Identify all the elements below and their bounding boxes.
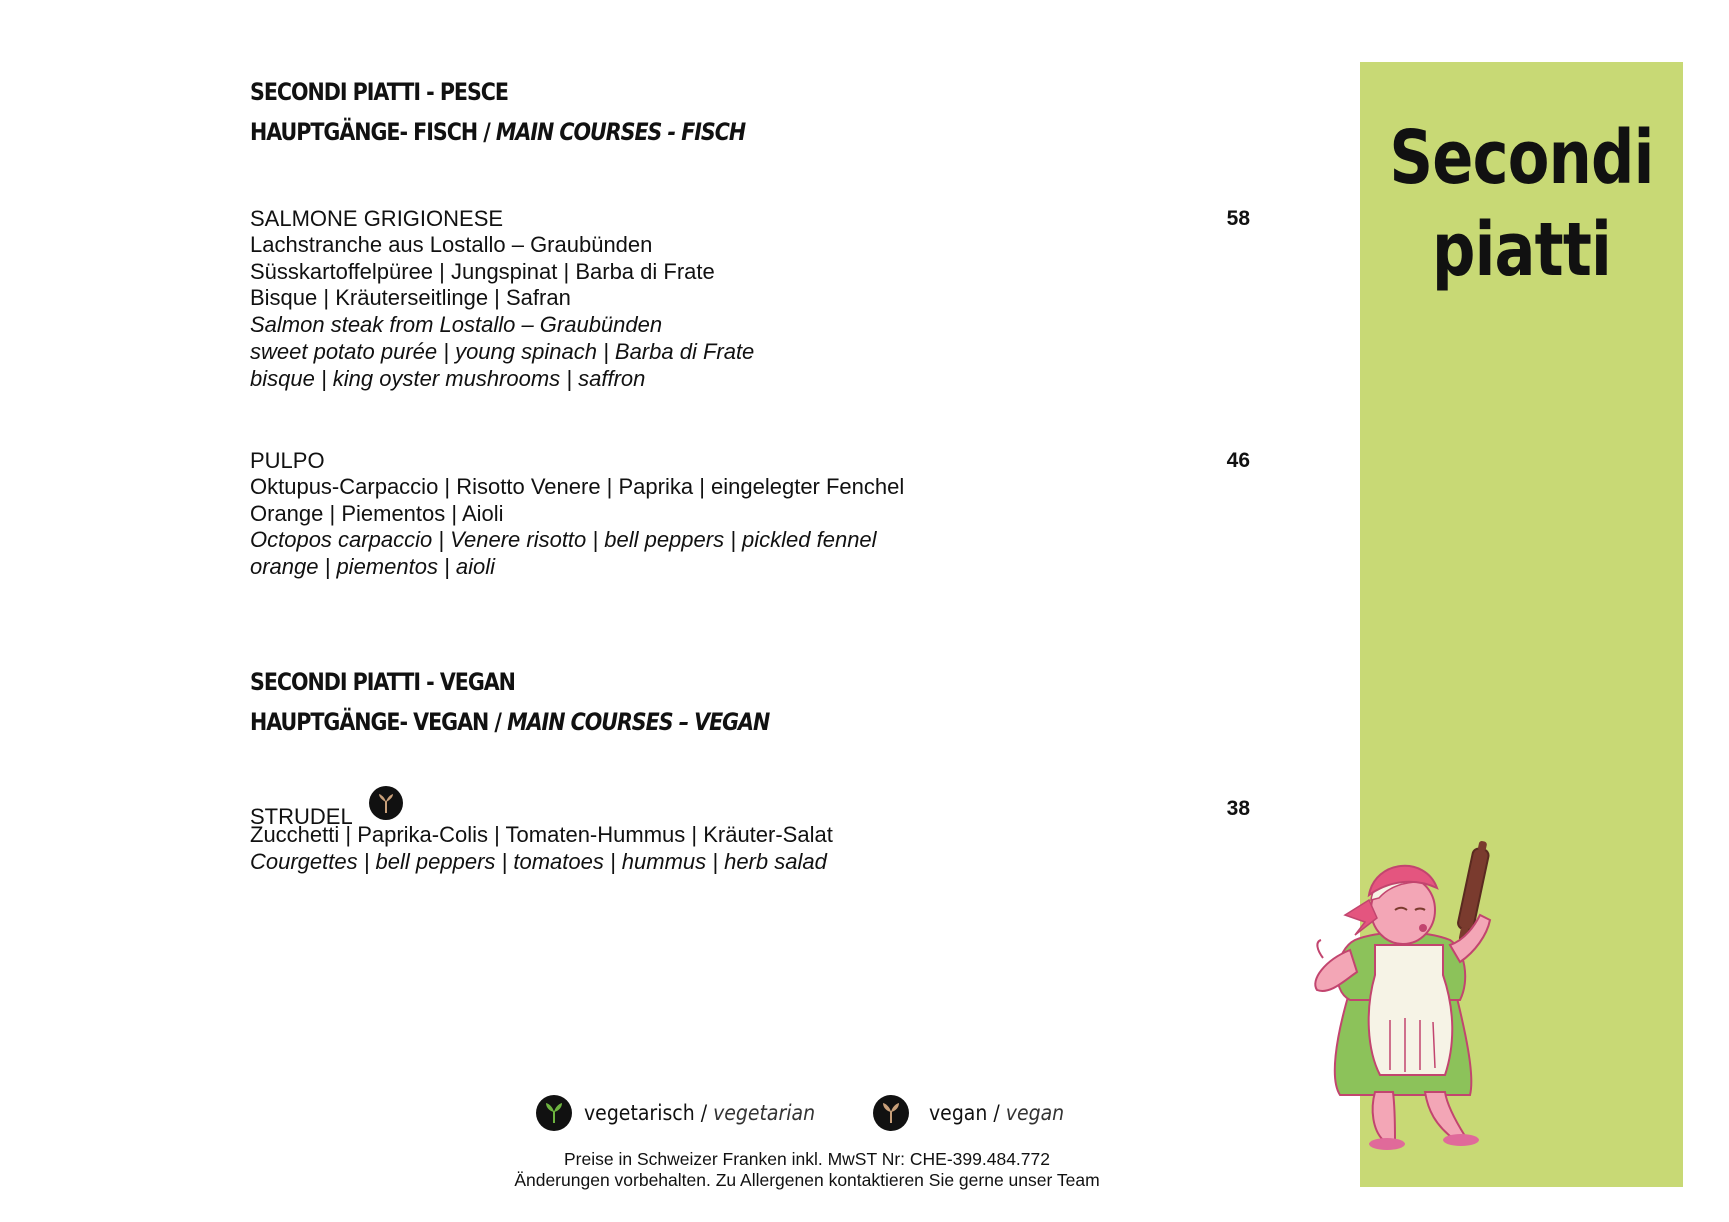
dish-description-en: sweet potato purée | young spinach | Barba di Frate — [250, 338, 755, 364]
side-panel-title: Secondi piatti — [1389, 115, 1654, 293]
footer-allergen-note: Änderungen vorbehalten. Zu Allergenen kontaktieren Sie gerne unser Team — [514, 1170, 1100, 1190]
section-heading-vegan — [250, 662, 769, 742]
footer-price-note: Preise in Schweizer Franken inkl. MwST Nr: CHE-399.484.772 — [564, 1149, 1050, 1169]
dish-description-en: Courgettes | bell peppers | tomatoes | hummus | herb salad — [250, 848, 827, 874]
dish-pulpo — [250, 448, 1250, 581]
dish-name: STRUDEL — [250, 796, 1250, 822]
dish-description-de: Süsskartoffelpüree | Jungspinat | Barba di Frate — [250, 258, 715, 284]
diet-legend — [536, 1093, 1079, 1133]
dish-description-de: Orange | Piementos | Aioli — [250, 500, 504, 526]
dish-name: PULPO — [250, 448, 325, 473]
dish-description-de: Zucchetti | Paprika-Colis | Tomaten-Hummus | Kräuter-Salat — [250, 822, 833, 847]
dish-price: 46 — [1226, 449, 1250, 472]
vegetarian-icon — [536, 1095, 572, 1131]
dish-description-en: orange | piementos | aioli — [250, 554, 496, 580]
section-heading-pesce — [250, 72, 745, 152]
dish-strudel — [250, 796, 1250, 875]
vegetarian-label: vegetarisch / vegetarian — [584, 1101, 816, 1125]
dish-description-de: Bisque | Kräuterseitlinge | Safran — [250, 285, 571, 311]
dish-description-de: Oktupus-Carpaccio | Risotto Venere | Paprika | eingelegter Fenchel — [250, 474, 905, 499]
section-title: SECONDI PIATTI - VEGAN — [250, 668, 515, 696]
dish-salmone — [250, 206, 1250, 392]
vegan-label: vegan / vegan — [928, 1101, 1064, 1125]
dish-description-en: Salmon steak from Lostallo – Graubünden — [250, 312, 663, 338]
vegan-icon — [369, 786, 403, 820]
dish-price: 38 — [1226, 797, 1250, 820]
section-subtitle: HAUPTGÄNGE- FISCH / MAIN COURSES - FISCH — [250, 118, 746, 146]
section-subtitle: HAUPTGÄNGE- VEGAN / MAIN COURSES – VEGAN — [250, 708, 770, 736]
dish-name: SALMONE GRIGIONESE — [250, 206, 504, 231]
dish-description-de: Lachstranche aus Lostallo – Graubünden — [250, 232, 653, 257]
cook-illustration — [1295, 840, 1520, 1155]
dish-price: 58 — [1226, 207, 1250, 230]
dish-description-en: bisque | king oyster mushrooms | saffron — [250, 365, 646, 391]
section-title: SECONDI PIATTI - PESCE — [250, 78, 508, 106]
dish-description-en: Octopos carpaccio | Venere risotto | bell peppers | pickled fennel — [250, 527, 877, 553]
vegan-icon — [873, 1095, 909, 1131]
